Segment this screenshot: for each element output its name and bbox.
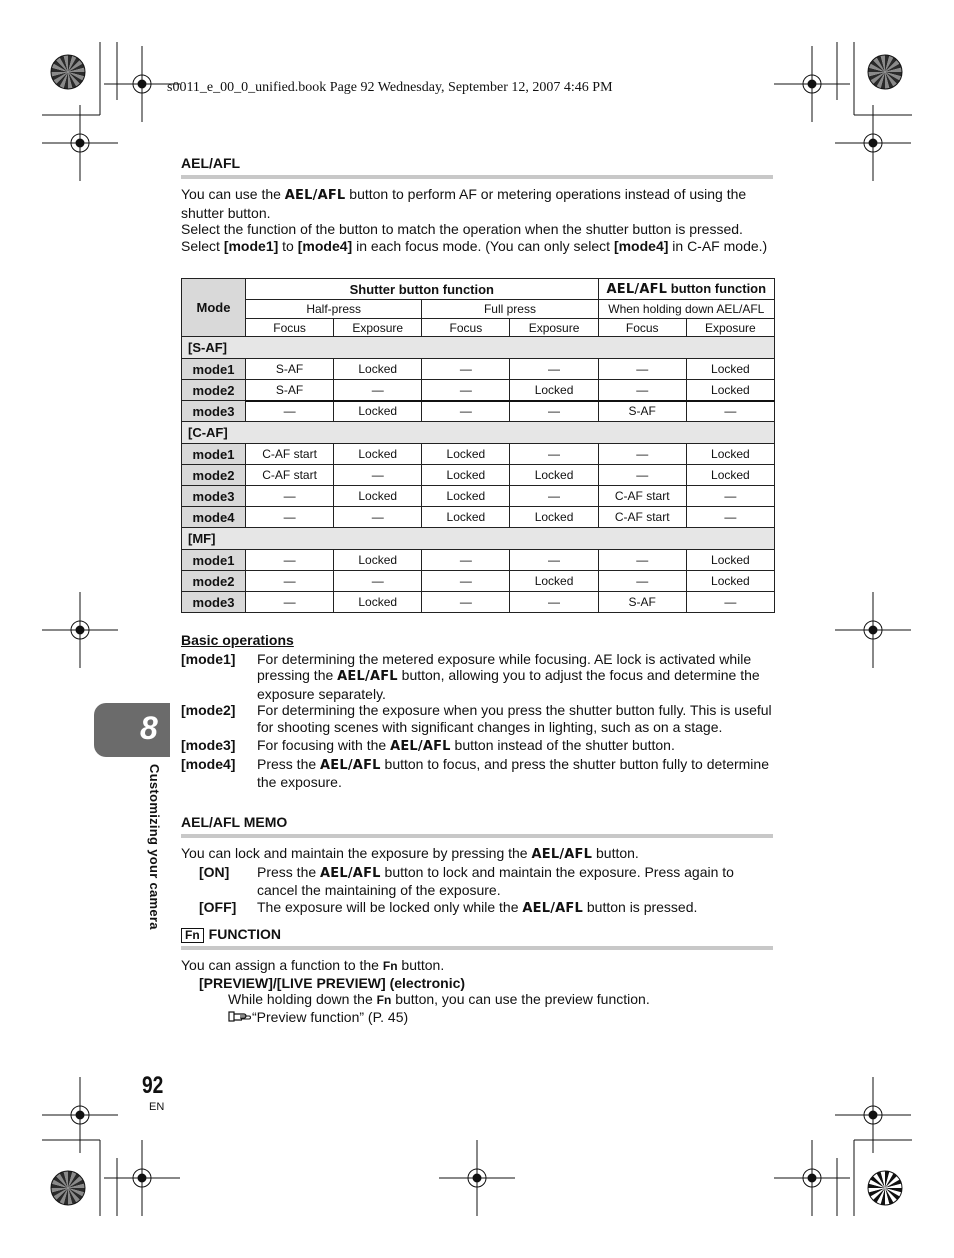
group-label: [C-AF] [182, 422, 775, 444]
table-row [182, 571, 775, 592]
section-rule [181, 834, 773, 838]
table-cell: Locked [510, 571, 598, 592]
table-cell: — [422, 550, 510, 571]
half-press-header: Half-press [246, 300, 422, 319]
page-number: 92 [142, 1072, 164, 1099]
table-cell: Locked [686, 444, 774, 465]
table-cell: — [510, 592, 598, 613]
table-cell: — [334, 465, 422, 486]
exposure-header: Exposure [686, 319, 774, 337]
table-row [182, 359, 775, 380]
table-cell: — [598, 550, 686, 571]
table-cell: — [246, 401, 334, 422]
reference-icon [228, 1010, 252, 1023]
table-cell: Locked [686, 359, 774, 380]
preview-title: [PREVIEW]/[LIVE PREVIEW] (electronic) [199, 974, 466, 991]
table-cell: — [246, 486, 334, 507]
table-cell: Locked [422, 444, 510, 465]
fn-body: You can assign a function to the Fn button. [PREVIEW]/[LIVE PREVIEW] (electronic) While holding down the Fn button, you can use the preview function. “Preview function” (P. 45) [181, 957, 776, 1025]
table-cell: Locked [686, 571, 774, 592]
table-cell: — [246, 592, 334, 613]
table-cell: C-AF start [598, 486, 686, 507]
table-cell: — [422, 401, 510, 422]
table-row [182, 380, 775, 401]
group-label: [S-AF] [182, 337, 775, 359]
table-cell: Locked [686, 465, 774, 486]
table-cell: — [334, 380, 422, 401]
table-cell: — [510, 401, 598, 422]
table-row [182, 486, 775, 507]
table-cell: C-AF start [598, 507, 686, 528]
mode-cell: mode2 [182, 571, 246, 592]
exposure-header: Exposure [510, 319, 598, 337]
table-cell: Locked [686, 380, 774, 401]
table-cell: S-AF [598, 401, 686, 422]
table-cell: — [686, 401, 774, 422]
section-title-fn: Fn FUNCTION [181, 926, 281, 943]
chapter-tab [94, 703, 170, 757]
table-row [182, 507, 775, 528]
section-rule [181, 946, 773, 950]
chapter-label: Customizing your camera [147, 764, 162, 930]
table-cell: — [598, 571, 686, 592]
table-cell: — [686, 486, 774, 507]
table-cell: — [686, 592, 774, 613]
table-cell: Locked [334, 444, 422, 465]
table-cell: Locked [510, 465, 598, 486]
chapter-number: 8 [140, 710, 158, 746]
full-press-header: Full press [422, 300, 598, 319]
table-cell: — [334, 571, 422, 592]
table-cell: Locked [510, 507, 598, 528]
table-group-row [182, 422, 775, 444]
table-cell: Locked [422, 465, 510, 486]
holding-header: When holding down AEL/AFL [598, 300, 774, 319]
mode-cell: mode2 [182, 465, 246, 486]
fn-icon: Fn [181, 928, 204, 943]
table-cell: C-AF start [246, 465, 334, 486]
table-cell: — [598, 444, 686, 465]
ael-function-header: AEL/AFL button function [598, 279, 774, 300]
table-row [182, 444, 775, 465]
basic-operations [181, 632, 776, 791]
section-intro: You can use the AEL/AFL button to perform AF or metering operations instead of using the shutter button. Select the function of the button to match the operation when the shutter button is pressed. Select [mode1] to [mode4] in each focus mode. (You can only select [mode4] in C-AF mode.) [181, 186, 768, 254]
book-info-header: s0011_e_00_0_unified.book Page 92 Wednesday, September 12, 2007 4:46 PM [167, 80, 613, 95]
operation-item: [mode3] For focusing with the AEL/AFL button instead of the shutter button. [181, 737, 675, 754]
table-group-row [182, 337, 775, 359]
exposure-header: Exposure [334, 319, 422, 337]
section-rule [181, 175, 773, 179]
table-cell: Locked [510, 380, 598, 401]
memo-off-row: [OFF] The exposure will be locked only while the AEL/AFL button is pressed. [199, 898, 698, 916]
reference-line: “Preview function” (P. 45) [181, 1009, 776, 1026]
table-cell: — [422, 571, 510, 592]
table-cell: Locked [334, 401, 422, 422]
section-title-memo: AEL/AFL MEMO [181, 814, 288, 830]
table-group-row [182, 528, 775, 550]
table-cell: — [510, 486, 598, 507]
table-cell: Locked [422, 507, 510, 528]
table-cell: — [246, 571, 334, 592]
mode-cell: mode2 [182, 380, 246, 401]
memo-on-row: [ON] Press the AEL/AFL button to lock and maintain the exposure. Press again to cancel the maintaining of the exposure. [199, 863, 734, 898]
mode-cell: mode3 [182, 486, 246, 507]
mode-cell: mode1 [182, 359, 246, 380]
table-cell: Locked [334, 592, 422, 613]
focus-header: Focus [422, 319, 510, 337]
table-cell: — [422, 592, 510, 613]
focus-header: Focus [598, 319, 686, 337]
table-cell: Locked [334, 486, 422, 507]
table-cell: C-AF start [246, 444, 334, 465]
mode-cell: mode1 [182, 550, 246, 571]
table-cell: — [598, 465, 686, 486]
table-cell: — [510, 550, 598, 571]
table-cell: S-AF [246, 380, 334, 401]
table-cell: — [686, 507, 774, 528]
table-cell: — [422, 380, 510, 401]
table-cell: — [334, 507, 422, 528]
mode-cell: mode3 [182, 592, 246, 613]
table-cell: Locked [334, 359, 422, 380]
operation-item: [mode1] For determining the metered exposure while focusing. AE lock is activated while pressing the AEL/AFL button, allowing you to adjust the focus and determine the exposure separately. [181, 650, 760, 702]
table-cell: S-AF [246, 359, 334, 380]
table-cell: — [246, 550, 334, 571]
table-cell: — [598, 359, 686, 380]
ael-afl-mode-table [181, 278, 775, 613]
mode-cell: mode3 [182, 401, 246, 422]
table-row [182, 550, 775, 571]
section-title-ael-afl: AEL/AFL [181, 155, 241, 171]
operation-item: [mode2] For determining the exposure when you press the shutter button fully. This is useful for shooting scenes with significant changes in lighting, such as on a stage. [181, 702, 772, 735]
page-language: EN [149, 1101, 165, 1113]
table-row [182, 592, 775, 613]
table-cell: Locked [422, 486, 510, 507]
shutter-function-header: Shutter button function [246, 279, 599, 300]
mode-cell: mode1 [182, 444, 246, 465]
table-cell: — [246, 507, 334, 528]
table-cell: Locked [334, 550, 422, 571]
table-cell: — [422, 359, 510, 380]
table-row [182, 401, 775, 422]
memo-body: You can lock and maintain the exposure by pressing the AEL/AFL button. [ON] Press the AEL/AFL button to lock and maintain the exposure. Press again to cancel the maintaining of the exposure. [OFF] The exposure will be locked only while the AEL/AFL button is pressed. [181, 845, 776, 917]
table-cell: Locked [686, 550, 774, 571]
table-cell: — [598, 380, 686, 401]
table-cell: S-AF [598, 592, 686, 613]
mode-header: Mode [182, 279, 246, 337]
table-row [182, 465, 775, 486]
mode-cell: mode4 [182, 507, 246, 528]
operation-item: [mode4] Press the AEL/AFL button to focus, and press the shutter button fully to determine the exposure. [181, 755, 769, 790]
basic-operations-title: Basic operations [181, 632, 294, 648]
table-cell: — [510, 359, 598, 380]
table-cell: — [510, 444, 598, 465]
focus-header: Focus [246, 319, 334, 337]
group-label: [MF] [182, 528, 775, 550]
